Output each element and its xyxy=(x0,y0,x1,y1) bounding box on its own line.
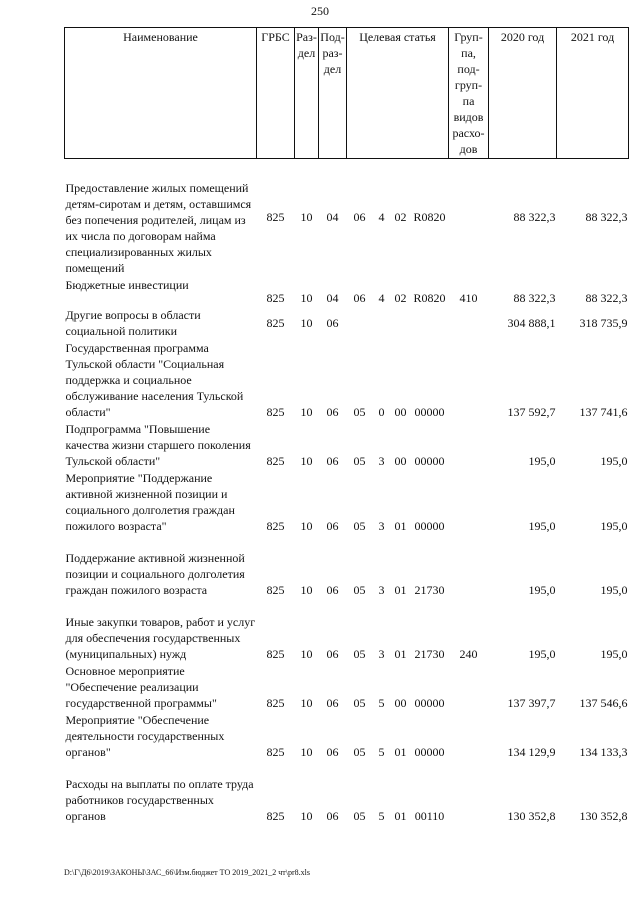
cell-name: Мероприятие "Поддержание активной жизненной позиции и социального долголетия граждан пожилого возраста" xyxy=(65,470,235,533)
cell-pr: 06 xyxy=(326,404,339,419)
cell-t2: 3 xyxy=(378,582,385,597)
cell-rz: 10 xyxy=(300,646,313,661)
cell-t2: 3 xyxy=(378,518,385,533)
cell-vr xyxy=(449,535,489,599)
cell-pr: 06 xyxy=(326,646,339,661)
cell-grbs: 825 xyxy=(266,290,285,305)
cell-name: Предоставление жилых помещений детям-сиротам и детям, оставшимся без попечения родителей, лицам из их числа по договорам найма специализированных жилых помещений xyxy=(65,180,252,275)
table-row xyxy=(65,470,629,535)
table-row xyxy=(65,159,629,277)
cell-grbs: 825 xyxy=(266,315,285,330)
table-row xyxy=(65,761,629,825)
cell-vr: 410 xyxy=(459,290,478,305)
cell-pr: 04 xyxy=(326,290,339,305)
cell-t3: 00 xyxy=(394,695,407,710)
cell-grbs: 825 xyxy=(266,646,285,661)
cell-pr: 06 xyxy=(326,582,339,597)
cell-t1: 06 xyxy=(353,210,366,225)
table-row xyxy=(65,340,629,421)
cell-vr xyxy=(449,761,489,825)
cell-name: Основное мероприятие "Обеспечение реализации государственной программы" xyxy=(65,663,217,710)
cell-t3: 01 xyxy=(394,518,407,533)
cell-t3: 02 xyxy=(394,210,407,225)
cell-name: Подпрограмма "Повышение качества жизни старшего поколения Тульской области" xyxy=(65,421,251,468)
cell-t4: 00110 xyxy=(414,808,445,823)
cell-t1: 05 xyxy=(353,695,366,710)
cell-rz: 10 xyxy=(300,453,313,468)
cell-v2020: 195,0 xyxy=(528,582,556,597)
cell-t1: 05 xyxy=(353,453,366,468)
cell-t4: R0820 xyxy=(413,290,446,305)
cell-v2020: 137 397,7 xyxy=(507,695,556,710)
budget-table xyxy=(64,27,629,825)
table-row xyxy=(65,535,629,599)
cell-v2020: 137 592,7 xyxy=(507,404,556,419)
cell-vr: 240 xyxy=(459,646,478,661)
cell-t1: 05 xyxy=(353,404,366,419)
cell-vr xyxy=(449,421,489,470)
cell-v2020: 134 129,9 xyxy=(507,744,556,759)
cell-pr: 06 xyxy=(326,695,339,710)
cell-t2: 3 xyxy=(378,453,385,468)
cell-pr: 06 xyxy=(326,315,339,330)
cell-v2021: 130 352,8 xyxy=(579,808,628,823)
header-subsection: Под-раз-дел xyxy=(319,28,347,159)
cell-t2: 5 xyxy=(378,808,385,823)
cell-pr: 06 xyxy=(326,744,339,759)
cell-rz: 10 xyxy=(300,290,313,305)
cell-t1: 05 xyxy=(353,744,366,759)
cell-v2020: 195,0 xyxy=(528,453,556,468)
cell-pr: 04 xyxy=(326,210,339,225)
cell-vr xyxy=(449,340,489,421)
cell-vr xyxy=(449,159,489,277)
cell-vr xyxy=(449,307,489,340)
header-target: Целевая статья xyxy=(347,28,449,159)
cell-v2020: 130 352,8 xyxy=(507,808,556,823)
cell-v2020: 195,0 xyxy=(528,518,556,533)
cell-name: Расходы на выплаты по оплате труда работников государственных органов xyxy=(65,776,254,823)
cell-v2020: 304 888,1 xyxy=(507,315,556,330)
cell-t3: 01 xyxy=(394,744,407,759)
cell-v2020: 88 322,3 xyxy=(513,210,556,225)
cell-t2: 3 xyxy=(378,646,385,661)
cell-rz: 10 xyxy=(300,744,313,759)
table-row xyxy=(65,277,629,307)
cell-name: Другие вопросы в области социальной политики xyxy=(65,307,201,338)
table-body xyxy=(65,159,629,825)
cell-rz: 10 xyxy=(300,582,313,597)
cell-t3: 01 xyxy=(394,808,407,823)
cell-rz: 10 xyxy=(300,404,313,419)
cell-v2021: 195,0 xyxy=(600,582,628,597)
cell-t2: 5 xyxy=(378,695,385,710)
cell-grbs: 825 xyxy=(266,453,285,468)
cell-t3 xyxy=(391,307,411,340)
cell-grbs: 825 xyxy=(266,518,285,533)
cell-t2: 4 xyxy=(378,290,385,305)
cell-rz: 10 xyxy=(300,210,313,225)
table-row xyxy=(65,421,629,470)
cell-t3: 01 xyxy=(394,582,407,597)
cell-v2021: 318 735,9 xyxy=(579,315,628,330)
table-row xyxy=(65,663,629,712)
cell-t1: 06 xyxy=(353,290,366,305)
cell-v2020: 195,0 xyxy=(528,646,556,661)
cell-t1: 05 xyxy=(353,582,366,597)
cell-pr: 06 xyxy=(326,808,339,823)
cell-v2021: 88 322,3 xyxy=(585,290,628,305)
cell-grbs: 825 xyxy=(266,210,285,225)
header-2021: 2021 год xyxy=(557,28,629,159)
table-row xyxy=(65,307,629,340)
cell-rz: 10 xyxy=(300,808,313,823)
cell-t4 xyxy=(411,307,449,340)
cell-vr xyxy=(449,712,489,761)
header-grbs: ГРБС xyxy=(257,28,295,159)
cell-t3: 00 xyxy=(394,453,407,468)
cell-v2021: 137 741,6 xyxy=(579,404,628,419)
header-name: Наименование xyxy=(65,28,257,159)
header-group: Груп-па, под-груп-па видов расхо-дов xyxy=(449,28,489,159)
table-row xyxy=(65,599,629,663)
cell-t1: 05 xyxy=(353,646,366,661)
cell-t1: 05 xyxy=(353,518,366,533)
cell-t4: 00000 xyxy=(414,453,445,468)
cell-v2021: 88 322,3 xyxy=(585,210,628,225)
cell-t4: 00000 xyxy=(414,695,445,710)
cell-grbs: 825 xyxy=(266,744,285,759)
cell-v2021: 195,0 xyxy=(600,646,628,661)
cell-rz: 10 xyxy=(300,695,313,710)
cell-pr: 06 xyxy=(326,453,339,468)
cell-t1: 05 xyxy=(353,808,366,823)
cell-rz: 10 xyxy=(300,315,313,330)
cell-t4: 21730 xyxy=(414,582,445,597)
cell-t2 xyxy=(373,307,391,340)
cell-rz: 10 xyxy=(300,518,313,533)
cell-t4: R0820 xyxy=(413,210,446,225)
file-path-footer: D:\Г\Д6\2019\ЗАКОНЫ\ЗАС_66\Изм.бюджет ТО 2019_2021_2 чт\pr8.xls xyxy=(64,868,310,877)
cell-name: Иные закупки товаров, работ и услуг для обеспечения государственных (муниципальных) нужд xyxy=(65,614,256,661)
cell-t4: 00000 xyxy=(414,744,445,759)
cell-t4: 00000 xyxy=(414,518,445,533)
cell-v2021: 134 133,3 xyxy=(579,744,628,759)
cell-name: Государственная программа Тульской области "Социальная поддержка и социальное обслуживание населения Тульской области" xyxy=(65,340,244,419)
cell-grbs: 825 xyxy=(266,808,285,823)
page-number: 250 xyxy=(311,4,329,18)
cell-t4: 00000 xyxy=(414,404,445,419)
cell-t1 xyxy=(347,307,373,340)
cell-t3: 01 xyxy=(394,646,407,661)
cell-t3: 00 xyxy=(394,404,407,419)
cell-v2021: 137 546,6 xyxy=(579,695,628,710)
cell-name: Мероприятие "Обеспечение деятельности государственных органов" xyxy=(65,712,225,759)
cell-vr xyxy=(449,663,489,712)
cell-grbs: 825 xyxy=(266,404,285,419)
cell-t2: 0 xyxy=(378,404,385,419)
header-2020: 2020 год xyxy=(489,28,557,159)
cell-vr xyxy=(449,470,489,535)
cell-v2020: 88 322,3 xyxy=(513,290,556,305)
cell-grbs: 825 xyxy=(266,695,285,710)
table-row xyxy=(65,712,629,761)
cell-v2021: 195,0 xyxy=(600,453,628,468)
cell-name: Бюджетные инвестиции xyxy=(65,277,189,292)
cell-v2021: 195,0 xyxy=(600,518,628,533)
cell-t2: 5 xyxy=(378,744,385,759)
table-header-row xyxy=(65,28,629,159)
header-section: Раз-дел xyxy=(295,28,319,159)
cell-name: Поддержание активной жизненной позиции и социального долголетия граждан пожилого возраста xyxy=(65,550,245,597)
cell-pr: 06 xyxy=(326,518,339,533)
cell-t4: 21730 xyxy=(414,646,445,661)
cell-t2: 4 xyxy=(378,210,385,225)
cell-t3: 02 xyxy=(394,290,407,305)
cell-grbs: 825 xyxy=(266,582,285,597)
